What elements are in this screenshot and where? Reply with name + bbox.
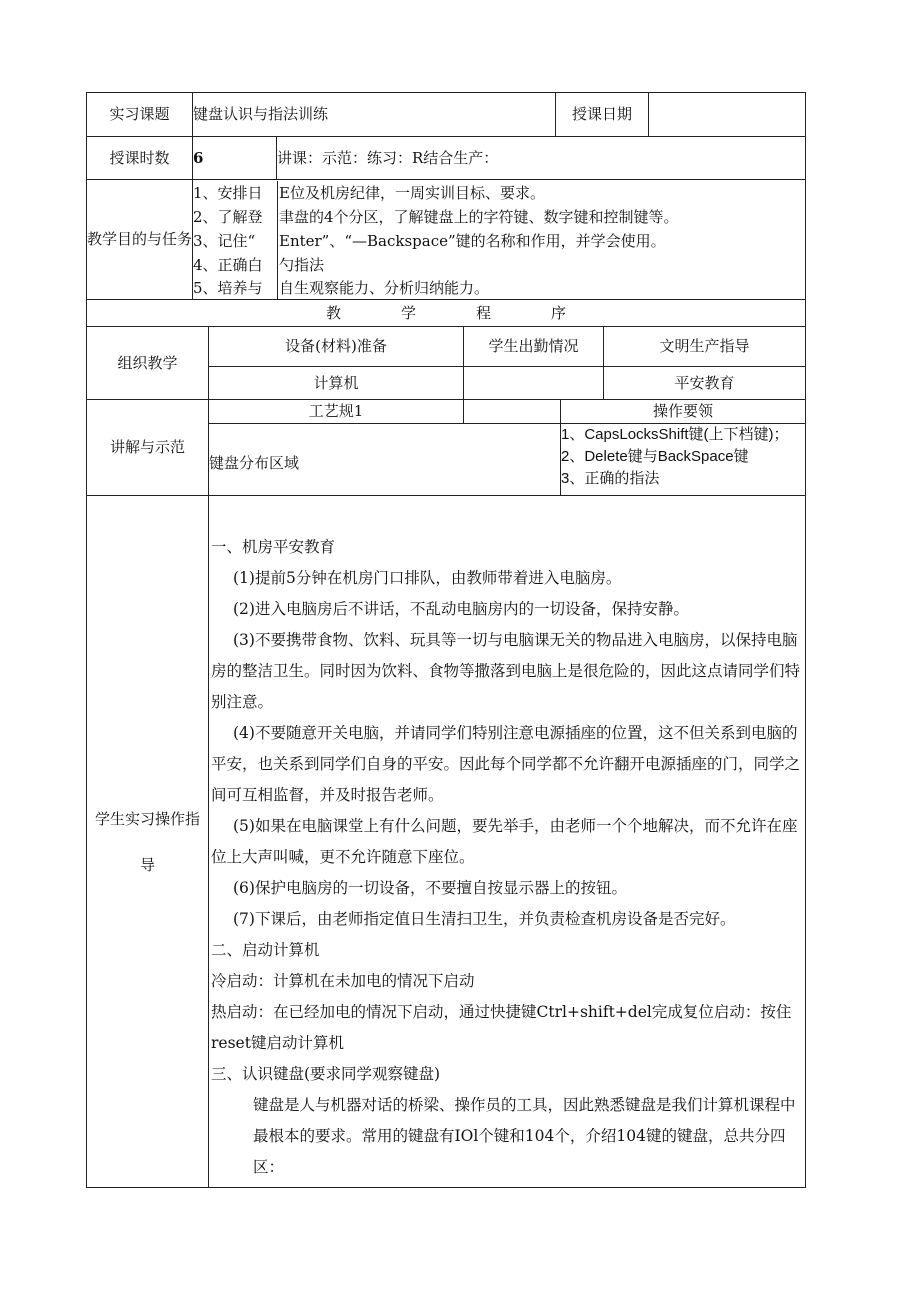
guide-line: (3)不要携带食物、饮料、玩具等一切与电脑课无关的物品进入电脑房，以保持电脑房的整洁卫生。同时因为饮料、食物等撒落到电脑上是很危险的，因此这点请同学们特别注意。 <box>211 631 801 711</box>
goal-num: 5、培养与 <box>193 278 263 297</box>
goal-num: 1、安排日 <box>193 183 263 202</box>
guide-line: (4)不要随意开关电脑，并请同学们特别注意电源插座的位置，这不但关系到电脑的平安，也关系到同学们自身的平安。因此每个同学都不允许翻开电源插座的门，同学之间可互相监督，并及时报告老师。 <box>211 724 801 804</box>
guide-body <box>209 496 805 1187</box>
guide-line: 冷启动：计算机在未加电的情况下启动 <box>211 972 475 990</box>
guide-line: (7)下课后，由老师指定值日生清扫卫生，并负责检查机房设备是否完好。 <box>233 910 736 928</box>
ops-item: 2、Delete键与BackSpace键 <box>561 448 749 465</box>
goal-text: 勺指法 <box>279 255 325 274</box>
keyboard-area: 键盘分布区域 <box>209 424 561 496</box>
guide-line: (2)进入电脑房后不讲话，不乱动电脑房内的一切设备，保持安静。 <box>233 600 689 618</box>
goal-num: 3、记住“ <box>193 231 256 250</box>
goals-label: 教学目的与任务 <box>87 180 193 300</box>
demo-label: 讲解与示范 <box>87 400 209 496</box>
hours-detail: 讲课：示范：练习：R结合生产： <box>277 137 806 180</box>
hours-label: 授课时数 <box>87 137 193 180</box>
org-col1-head: 设备(材料)准备 <box>209 327 464 367</box>
guide-line: (6)保护电脑房的一切设备，不要擅自按显示器上的按钮。 <box>233 879 627 897</box>
hours-value: 6 <box>193 137 277 180</box>
goal-text: 聿盘的4个分区，了解键盘上的字符键、数字键和控制键等。 <box>279 207 679 226</box>
goal-text: Enter”、“—Backspace”键的名称和作用，并学会使用。 <box>279 231 666 250</box>
date-value <box>649 93 806 137</box>
ops-item: 3、正确的指法 <box>561 470 660 487</box>
org-col2-head: 学生出勤情况 <box>464 327 604 367</box>
course-value: 键盘认识与指法训练 <box>193 93 556 137</box>
ops-item: 1、CapsLocksShift键(上下档键)； <box>561 426 789 443</box>
program-title <box>87 300 806 327</box>
org-col1-val: 计算机 <box>209 367 464 400</box>
guide-line: 三、认识键盘(要求同学观察键盘) <box>211 1065 441 1083</box>
goal-text: 自生观察能力、分析归纳能力。 <box>279 278 490 297</box>
lesson-plan-form <box>86 92 805 1188</box>
guide-line: 键盘是人与机器对话的桥梁、操作员的工具，因此熟悉键盘是我们计算机课程中最根本的要求。常用的键盘有IOl个键和104个，介绍104键的键盘，总共分四区： <box>253 1096 796 1176</box>
guide-line: 二、启动计算机 <box>211 941 320 959</box>
guide-line: 热启动：在已经加电的情况下启动，通过快捷键Ctrl+shift+del完成复位启动：按住reset键启动计算机 <box>211 1003 792 1052</box>
lesson-plan-table <box>86 92 806 1188</box>
goal-text: E位及机房纪律，一周实训目标、要求。 <box>279 183 545 202</box>
goal-num: 4、正确白 <box>193 255 263 274</box>
org-label: 组织教学 <box>87 327 209 400</box>
goals-cell <box>193 180 806 300</box>
guide-line: (5)如果在电脑课堂上有什么问题，要先举手，由老师一个个地解决，而不允许在座位上大声叫喊，更不允许随意下座位。 <box>211 817 798 866</box>
org-col3-val: 平安教育 <box>604 367 806 400</box>
craft-blank <box>464 400 561 424</box>
ops-head: 操作要领 <box>561 400 806 424</box>
guide-line: 一、机房平安教育 <box>211 538 336 556</box>
goal-num: 2、了解登 <box>193 207 263 226</box>
org-col2-val <box>464 367 604 400</box>
program-title-text: 教学程序 <box>326 303 627 322</box>
guide-content <box>209 496 806 1188</box>
ops-list <box>561 424 806 496</box>
course-label: 实习课题 <box>87 93 193 137</box>
guide-line: (1)提前5分钟在机房门口排队，由教师带着进入电脑房。 <box>233 569 622 587</box>
date-label: 授课日期 <box>556 93 649 137</box>
guide-label: 学生实习操作指导 <box>87 496 209 1188</box>
org-col3-head: 文明生产指导 <box>604 327 806 367</box>
craft-head: 工艺规1 <box>209 400 464 424</box>
